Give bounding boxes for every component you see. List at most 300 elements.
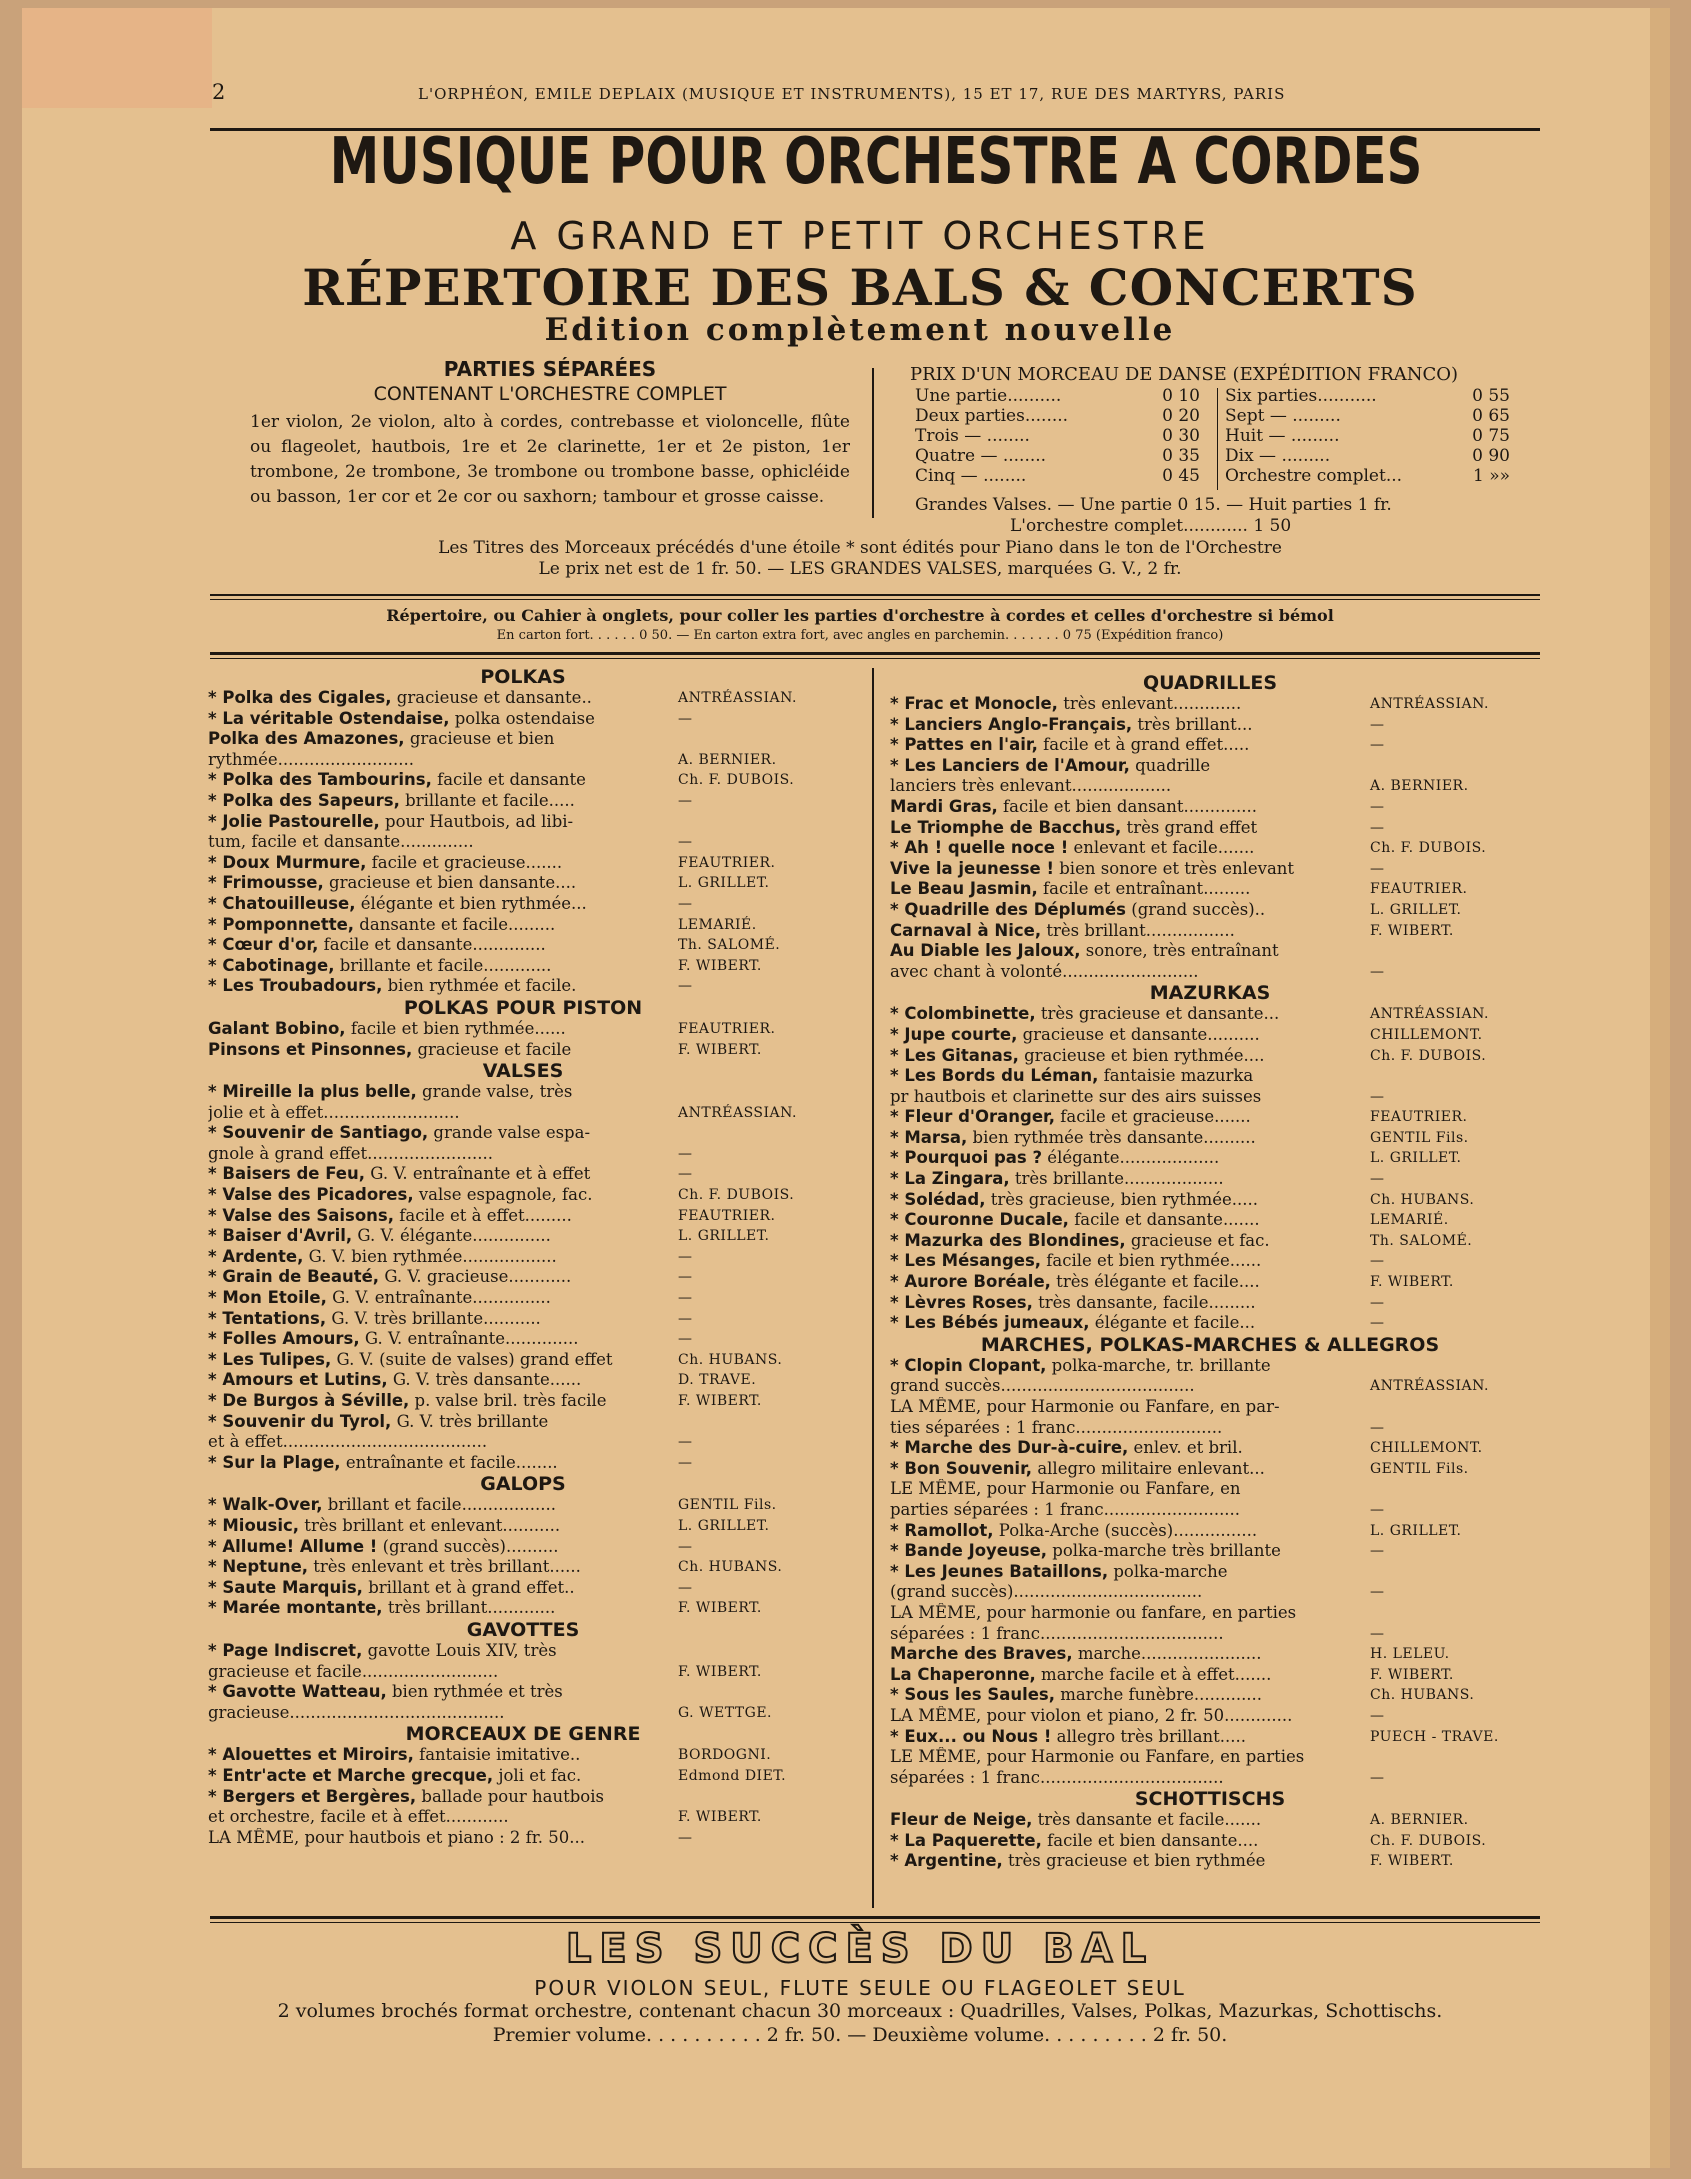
composer: — bbox=[1370, 819, 1385, 836]
piece-title: Vive la jeunesse ! bbox=[890, 858, 1054, 878]
catalogue-entry bbox=[208, 1267, 838, 1288]
entry-title bbox=[890, 1418, 1370, 1439]
catalogue-entry bbox=[890, 1210, 1530, 1231]
catalogue-entry bbox=[890, 1313, 1530, 1334]
piece-description: G. V. très dansante...... bbox=[387, 1370, 582, 1390]
piece-description: p. valse bril. très facile bbox=[409, 1391, 607, 1410]
piece-title: * Frimousse, bbox=[208, 873, 324, 893]
entry-title bbox=[208, 1745, 678, 1766]
catalogue-entry bbox=[890, 962, 1530, 983]
section-heading: MARCHES, POLKAS-MARCHES & ALLEGROS bbox=[980, 1333, 1440, 1356]
catalogue-entry bbox=[208, 1123, 838, 1144]
piece-description: facile et bien rythmée...... bbox=[1041, 1251, 1262, 1271]
entry-title bbox=[208, 1103, 678, 1124]
piece-title: * Marsa, bbox=[890, 1127, 968, 1147]
entry-title bbox=[208, 812, 678, 833]
cahier-onglets-title: Répertoire, ou Cahier à onglets, pour coller les parties d'orchestre à cordes et celles d'orchestre si bémol bbox=[386, 606, 1334, 625]
piece-title: * Bon Souvenir, bbox=[890, 1458, 1033, 1478]
orchestre-complet-price: L'orchestre complet............ 1 50 bbox=[1010, 516, 1292, 536]
piece-description: gracieuse et bien rythmée.... bbox=[1018, 1045, 1265, 1065]
entry-title bbox=[208, 1412, 678, 1433]
composer bbox=[1370, 1562, 1530, 1583]
composer: LEMARIÉ. bbox=[1370, 1212, 1449, 1229]
right-catalogue-column bbox=[890, 672, 1530, 1872]
piece-description: gracieuse et bien bbox=[404, 729, 555, 749]
piece-title: * Gavotte Watteau, bbox=[208, 1682, 387, 1702]
catalogue-entry bbox=[208, 688, 838, 709]
piece-title: * Fleur d'Oranger, bbox=[890, 1107, 1056, 1127]
piece-description: facile et bien rythmée...... bbox=[345, 1018, 566, 1038]
composer: — bbox=[678, 1290, 693, 1307]
prix-heading: PRIX D'UN MORCEAU DE DANSE (EXPÉDITION FRANCO) bbox=[910, 364, 1458, 385]
piece-title: * Pourquoi pas ? bbox=[890, 1148, 1043, 1168]
catalogue-entry bbox=[890, 1665, 1530, 1686]
piece-title: * Page Indiscret, bbox=[208, 1640, 363, 1660]
composer: — bbox=[1370, 737, 1385, 754]
prix-row bbox=[1225, 446, 1510, 466]
piece-description: très gracieuse et bien rythmée bbox=[1002, 1851, 1266, 1871]
composer: A. BERNIER. bbox=[678, 751, 777, 768]
prix-value: 0 90 bbox=[1472, 446, 1510, 466]
rule-columns-bottom-thin bbox=[210, 1922, 1540, 1923]
prix-row bbox=[915, 446, 1200, 466]
entry-title bbox=[890, 1768, 1370, 1789]
entry-title bbox=[890, 735, 1370, 756]
catalogue-entry bbox=[208, 1807, 838, 1828]
composer: ANTRÉASSIAN. bbox=[1370, 1006, 1489, 1023]
running-header bbox=[180, 80, 1540, 106]
piece-description: LE MÊME, pour Harmonie ou Fanfare, en parties bbox=[890, 1747, 1305, 1767]
piece-description: pr hautbois et clarinette sur des airs suisses bbox=[890, 1086, 1262, 1106]
entry-title bbox=[208, 688, 678, 709]
catalogue-entry bbox=[890, 859, 1530, 880]
piece-description: facile et dansante bbox=[431, 770, 586, 790]
piece-description: brillante et facile..... bbox=[399, 790, 575, 810]
repertoire-title: RÉPERTOIRE DES BALS & CONCERTS bbox=[302, 258, 1418, 317]
catalogue-entry bbox=[208, 1682, 838, 1703]
piece-title: * La Paquerette, bbox=[890, 1830, 1042, 1850]
piece-description: gnole à grand effet........................ bbox=[208, 1143, 493, 1163]
piece-description: G. V. entraînante et à effet bbox=[365, 1164, 591, 1184]
prix-row bbox=[915, 386, 1200, 406]
piece-description: G. V. (suite de valses) grand effet bbox=[331, 1349, 613, 1369]
prix-row bbox=[1225, 406, 1510, 426]
piece-description: brillant et à grand effet.. bbox=[362, 1577, 575, 1597]
composer: — bbox=[1370, 963, 1385, 980]
rule-top-repertoire-thin bbox=[210, 599, 1540, 600]
piece-title: * Les Lanciers de l'Amour, bbox=[890, 755, 1130, 775]
piece-title: * Mireille la plus belle, bbox=[208, 1082, 417, 1102]
catalogue-entry bbox=[890, 1128, 1530, 1149]
entry-title bbox=[890, 715, 1370, 736]
piece-description: valse espagnole, fac. bbox=[413, 1185, 593, 1205]
catalogue-entry bbox=[208, 1598, 838, 1619]
piece-description: polka-marche, tr. brillante bbox=[1046, 1355, 1271, 1375]
composer: CHILLEMONT. bbox=[1370, 1026, 1483, 1043]
piece-description: facile et gracieuse....... bbox=[1055, 1107, 1251, 1127]
piece-title: * Alouettes et Miroirs, bbox=[208, 1745, 414, 1765]
piece-title: * Les Bords du Léman, bbox=[890, 1066, 1099, 1086]
catalogue-entry bbox=[890, 1025, 1530, 1046]
entry-title bbox=[208, 1787, 678, 1808]
piece-description: sonore, très entraînant bbox=[1080, 941, 1279, 961]
prix-row bbox=[1225, 426, 1510, 446]
composer: PUECH - TRAVE. bbox=[1370, 1728, 1499, 1745]
piece-description: allegro militaire enlevant... bbox=[1032, 1458, 1265, 1478]
composer: — bbox=[678, 1434, 693, 1451]
piece-description: LA MÊME, pour harmonie ou fanfare, en parties bbox=[890, 1602, 1297, 1622]
composer: Ch. HUBANS. bbox=[678, 1351, 783, 1368]
piece-description: lanciers très enlevant................... bbox=[890, 776, 1172, 796]
catalogue-entry bbox=[890, 838, 1530, 859]
catalogue-entry bbox=[208, 1391, 838, 1412]
piece-title: * La Zingara, bbox=[890, 1169, 1010, 1189]
catalogue-entry bbox=[890, 1727, 1530, 1748]
piece-description: grande valse espa- bbox=[428, 1123, 591, 1143]
entry-title bbox=[208, 1766, 678, 1787]
composer bbox=[678, 812, 838, 833]
entry-title bbox=[890, 1356, 1370, 1377]
piece-description: polka-marche très brillante bbox=[1047, 1541, 1281, 1561]
piece-title: * Les Gitanas, bbox=[890, 1045, 1019, 1065]
prix-row bbox=[1225, 386, 1510, 406]
piece-title: * Grain de Beauté, bbox=[208, 1267, 380, 1287]
composer: — bbox=[678, 1248, 693, 1265]
entry-title bbox=[890, 1046, 1370, 1067]
prix-label: Deux parties........ bbox=[915, 406, 1069, 426]
entry-title bbox=[890, 1685, 1370, 1706]
entry-title bbox=[890, 1397, 1370, 1418]
catalogue-entry bbox=[890, 715, 1530, 736]
composer: Edmond DIET. bbox=[678, 1767, 787, 1784]
composer: Ch. F. DUBOIS. bbox=[1370, 840, 1487, 857]
prix-label: Quatre — ........ bbox=[915, 446, 1047, 466]
catalogue-entry bbox=[890, 818, 1530, 839]
catalogue-entry bbox=[208, 750, 838, 771]
piece-description: et orchestre, facile et à effet............ bbox=[208, 1807, 509, 1827]
entry-title bbox=[890, 1025, 1370, 1046]
entry-title bbox=[208, 1267, 678, 1288]
composer: GENTIL Fils. bbox=[1370, 1460, 1469, 1477]
piece-description: et à effet....................................... bbox=[208, 1432, 488, 1452]
composer: Ch. F. DUBOIS. bbox=[1370, 1832, 1487, 1849]
piece-title: Galant Bobino, bbox=[208, 1018, 346, 1038]
piece-title: * Mon Etoile, bbox=[208, 1288, 327, 1308]
prix-value: 0 65 bbox=[1472, 406, 1510, 426]
entry-title bbox=[890, 1293, 1370, 1314]
section-heading: MORCEAUX DE GENRE bbox=[405, 1723, 641, 1746]
piece-title: Pinsons et Pinsonnes, bbox=[208, 1039, 413, 1059]
entry-title bbox=[208, 1309, 678, 1330]
prix-value: 1 »» bbox=[1472, 466, 1510, 486]
piece-description: G. V. gracieuse............ bbox=[379, 1267, 572, 1287]
entry-title bbox=[890, 1272, 1370, 1293]
entry-title bbox=[208, 791, 678, 812]
piece-description: Polka-Arche (succès)................ bbox=[993, 1520, 1258, 1540]
entry-title bbox=[890, 1582, 1370, 1603]
composer: — bbox=[1370, 1419, 1385, 1436]
catalogue-entry bbox=[890, 921, 1530, 942]
prix-label: Cinq — ........ bbox=[915, 466, 1027, 486]
catalogue-entry bbox=[208, 1828, 838, 1849]
piece-description: enlev. et bril. bbox=[1128, 1438, 1243, 1458]
parties-heading: PARTIES SÉPARÉES bbox=[443, 357, 657, 381]
catalogue-entry bbox=[890, 1066, 1530, 1087]
catalogue-entry bbox=[208, 1350, 838, 1371]
composer: — bbox=[1370, 1769, 1385, 1786]
piece-description: LA MÊME, pour Harmonie ou Fanfare, en par- bbox=[890, 1397, 1280, 1416]
composer: FEAUTRIER. bbox=[678, 1207, 776, 1224]
piece-description: facile et entraînant......... bbox=[1037, 879, 1251, 899]
composer: F. WIBERT. bbox=[1370, 922, 1454, 939]
composer: G. WETTGE. bbox=[678, 1704, 772, 1721]
entry-title bbox=[890, 1313, 1370, 1334]
section-heading: POLKAS bbox=[480, 666, 566, 688]
composer: F. WIBERT. bbox=[1370, 1666, 1454, 1683]
entry-title bbox=[890, 1128, 1370, 1149]
prix-value: 0 45 bbox=[1162, 466, 1200, 486]
entry-title bbox=[208, 1082, 678, 1103]
catalogue-entry bbox=[208, 1641, 838, 1662]
composer bbox=[1370, 756, 1530, 777]
piece-description: séparées : 1 franc................................... bbox=[890, 1623, 1224, 1643]
catalogue-entry bbox=[890, 1644, 1530, 1665]
piece-description: facile et dansante....... bbox=[1068, 1210, 1260, 1230]
piece-description: (grand succès).. bbox=[1126, 899, 1266, 919]
prix-label: Trois — ........ bbox=[915, 426, 1030, 446]
prix-label: Dix — ......... bbox=[1225, 446, 1331, 466]
piece-description: gracieuse et dansante.......... bbox=[1017, 1024, 1260, 1044]
composer bbox=[678, 1641, 838, 1662]
piece-description: fantaisie mazurka bbox=[1098, 1066, 1254, 1086]
composer: L. GRILLET. bbox=[678, 875, 770, 892]
entry-title bbox=[208, 1453, 678, 1474]
piece-description: très brillante................... bbox=[1009, 1169, 1224, 1189]
catalogue-entry bbox=[208, 1206, 838, 1227]
composer bbox=[1370, 1397, 1530, 1418]
piece-description: gracieuse......................................... bbox=[208, 1702, 505, 1722]
composer: — bbox=[678, 1538, 693, 1555]
piece-description: marche facile et à effet....... bbox=[1035, 1664, 1272, 1684]
piece-description: élégante et facile... bbox=[1089, 1313, 1256, 1333]
composer: — bbox=[678, 1829, 693, 1846]
composer bbox=[678, 729, 838, 750]
piece-description: tum, facile et dansante.............. bbox=[208, 832, 474, 852]
composer: GENTIL Fils. bbox=[678, 1497, 777, 1514]
composer: Ch. F. DUBOIS. bbox=[678, 1187, 795, 1204]
composer: FEAUTRIER. bbox=[678, 1020, 776, 1037]
piece-title: * Allume! Allume ! bbox=[208, 1536, 378, 1556]
composer: — bbox=[678, 1310, 693, 1327]
piece-title: * Pomponnette, bbox=[208, 914, 355, 934]
composer bbox=[1370, 1603, 1530, 1624]
entry-title bbox=[890, 1210, 1370, 1231]
catalogue-entry bbox=[208, 1247, 838, 1268]
piece-title: * Doux Murmure, bbox=[208, 852, 367, 872]
catalogue-entry bbox=[208, 791, 838, 812]
piece-description: dansante et facile......... bbox=[354, 914, 556, 934]
piece-description: bien sonore et très enlevant bbox=[1054, 858, 1295, 878]
cahier-onglets-prices: En carton fort. . . . . . 0 50. — En carton extra fort, avec angles en parchemin. . . . . . . 0 75 (Expédition franco) bbox=[496, 628, 1224, 643]
entry-title bbox=[890, 1500, 1370, 1521]
composer: Ch. F. DUBOIS. bbox=[1370, 1047, 1487, 1064]
composer: L. GRILLET. bbox=[1370, 901, 1462, 918]
entry-title bbox=[890, 776, 1370, 797]
entry-title bbox=[208, 1391, 678, 1412]
composer: — bbox=[678, 1269, 693, 1286]
piece-title: * Neptune, bbox=[208, 1557, 309, 1577]
entry-title bbox=[208, 1040, 678, 1061]
catalogue-entry bbox=[208, 1766, 838, 1787]
piece-title: * Entr'acte et Marche grecque, bbox=[208, 1765, 494, 1785]
catalogue-entry bbox=[208, 956, 838, 977]
composer: — bbox=[678, 1579, 693, 1596]
piece-description: G. V. élégante............... bbox=[352, 1226, 551, 1246]
piece-title: * Souvenir de Santiago, bbox=[208, 1123, 429, 1143]
piece-title: Au Diable les Jaloux, bbox=[890, 941, 1081, 961]
entry-title bbox=[890, 1644, 1370, 1665]
catalogue-entry bbox=[208, 709, 838, 730]
piece-description: très élégante et facile.... bbox=[1050, 1272, 1260, 1292]
catalogue-entry bbox=[890, 1376, 1530, 1397]
piece-title: * Les Tulipes, bbox=[208, 1349, 332, 1369]
composer: — bbox=[1370, 1171, 1385, 1188]
succes-du-bal-description: 2 volumes brochés format orchestre, contenant chacun 30 morceaux : Quadrilles, Valses, Polkas, Mazurkas, Schottischs. bbox=[277, 2000, 1443, 2022]
piece-description: facile et bien dansant.............. bbox=[997, 796, 1257, 816]
entry-title bbox=[890, 859, 1370, 880]
piece-title: Carnaval à Nice, bbox=[890, 920, 1042, 940]
prix-row bbox=[915, 466, 1200, 486]
catalogue-entry bbox=[890, 1272, 1530, 1293]
piece-description: enlevant et facile....... bbox=[1068, 838, 1255, 858]
piece-description: allegro très brillant..... bbox=[1051, 1726, 1247, 1746]
piece-description: très enlevant............. bbox=[1057, 694, 1242, 713]
catalogue-entry bbox=[208, 915, 838, 936]
section-heading: POLKAS POUR PISTON bbox=[403, 996, 643, 1019]
piece-description: G. V. entraînante.............. bbox=[359, 1329, 579, 1349]
composer bbox=[678, 1082, 838, 1103]
entry-title bbox=[208, 1682, 678, 1703]
entry-title bbox=[208, 1828, 678, 1849]
composer: ANTRÉASSIAN. bbox=[678, 1104, 797, 1121]
piece-description: G. V. entraînante............... bbox=[326, 1288, 551, 1308]
prix-value: 0 20 bbox=[1162, 406, 1200, 426]
piece-title: * Tentations, bbox=[208, 1308, 327, 1328]
composer: — bbox=[678, 1331, 693, 1348]
prix-value: 0 55 bbox=[1472, 386, 1510, 406]
entry-title bbox=[208, 1370, 678, 1391]
catalogue-entry bbox=[208, 1412, 838, 1433]
prix-value: 0 30 bbox=[1162, 426, 1200, 446]
entry-title bbox=[890, 818, 1370, 839]
entry-title bbox=[890, 1603, 1370, 1624]
prix-label: Six parties........... bbox=[1225, 386, 1377, 406]
composer: BORDOGNI. bbox=[678, 1747, 772, 1764]
piece-title: * Pattes en l'air, bbox=[890, 735, 1038, 755]
composer: CHILLEMONT. bbox=[1370, 1440, 1483, 1457]
entry-title bbox=[208, 1350, 678, 1371]
catalogue-entry bbox=[208, 1557, 838, 1578]
composer: F. WIBERT. bbox=[678, 1809, 762, 1826]
piece-title: * Polka des Sapeurs, bbox=[208, 790, 400, 810]
page-number: 2 bbox=[212, 80, 227, 104]
composer: D. TRAVE. bbox=[678, 1372, 757, 1389]
catalogue-entry bbox=[890, 1706, 1530, 1727]
piece-title: * Ramollot, bbox=[890, 1520, 994, 1540]
entry-title bbox=[208, 1144, 678, 1165]
entry-title bbox=[890, 941, 1370, 962]
catalogue-entry bbox=[208, 873, 838, 894]
entry-title bbox=[890, 1479, 1370, 1500]
piece-title: * Amours et Lutins, bbox=[208, 1370, 388, 1390]
piece-title: * Eux... ou Nous ! bbox=[890, 1726, 1052, 1746]
entry-title bbox=[890, 1541, 1370, 1562]
piece-description: fantaisie imitative.. bbox=[413, 1745, 581, 1765]
piece-title: * Baiser d'Avril, bbox=[208, 1226, 353, 1246]
piece-description: très brillant................. bbox=[1041, 920, 1235, 940]
catalogue-entry bbox=[890, 694, 1530, 715]
composer: Ch. HUBANS. bbox=[678, 1559, 783, 1576]
catalogue-entry bbox=[208, 1495, 838, 1516]
catalogue-entry bbox=[208, 770, 838, 791]
composer: H. LELEU. bbox=[1370, 1646, 1450, 1663]
piece-description: quadrille bbox=[1129, 755, 1211, 775]
composer: — bbox=[1370, 1088, 1385, 1105]
prix-label: Une partie.......... bbox=[915, 386, 1062, 406]
piece-description: ballade pour hautbois bbox=[416, 1786, 604, 1806]
section-heading: GAVOTTES bbox=[466, 1618, 580, 1641]
piece-description: jolie et à effet.......................... bbox=[208, 1102, 460, 1122]
composer: ANTRÉASSIAN. bbox=[1370, 1378, 1489, 1395]
piece-description: avec chant à volonté.......................... bbox=[890, 961, 1199, 981]
piece-title: * Chatouilleuse, bbox=[208, 893, 356, 913]
entry-title bbox=[208, 894, 678, 915]
catalogue-entry bbox=[890, 735, 1530, 756]
composer: — bbox=[1370, 716, 1385, 733]
piece-title: La Chaperonne, bbox=[890, 1664, 1036, 1684]
piece-title: * La véritable Ostendaise, bbox=[208, 708, 450, 728]
composer: Ch. HUBANS. bbox=[1370, 1191, 1475, 1208]
composer: ANTRÉASSIAN. bbox=[1370, 696, 1489, 712]
catalogue-entry bbox=[890, 1685, 1530, 1706]
piece-description: polka-marche bbox=[1108, 1561, 1228, 1581]
composer: — bbox=[678, 978, 693, 995]
prix-label: Orchestre complet... bbox=[1225, 466, 1403, 486]
catalogue-entry bbox=[890, 1418, 1530, 1439]
catalogue-entry bbox=[890, 1356, 1530, 1377]
catalogue-entry bbox=[890, 1810, 1530, 1831]
piece-title: Mardi Gras, bbox=[890, 796, 998, 816]
entry-title bbox=[208, 1662, 678, 1683]
piece-description: facile et gracieuse....... bbox=[366, 852, 563, 872]
catalogue-entry bbox=[208, 1432, 838, 1453]
section-heading: GALOPS bbox=[480, 1473, 566, 1496]
rule-columns-top bbox=[210, 652, 1540, 655]
piece-title: Fleur de Neige, bbox=[890, 1810, 1033, 1830]
catalogue-entry bbox=[890, 797, 1530, 818]
catalogue-entry bbox=[890, 1521, 1530, 1542]
piece-description: gracieuse et bien dansante.... bbox=[323, 873, 577, 893]
composer: F. WIBERT. bbox=[678, 957, 762, 974]
piece-title: * Jolie Pastourelle, bbox=[208, 811, 380, 831]
composer: F. WIBERT. bbox=[678, 1600, 762, 1617]
piece-description: séparées : 1 franc................................... bbox=[890, 1767, 1224, 1787]
piece-title: * Souvenir du Tyrol, bbox=[208, 1411, 392, 1431]
piece-description: G. V. très brillante........... bbox=[326, 1308, 541, 1328]
catalogue-entry bbox=[208, 935, 838, 956]
piece-description: G. V. très brillante bbox=[391, 1411, 549, 1431]
composer: — bbox=[678, 895, 693, 912]
